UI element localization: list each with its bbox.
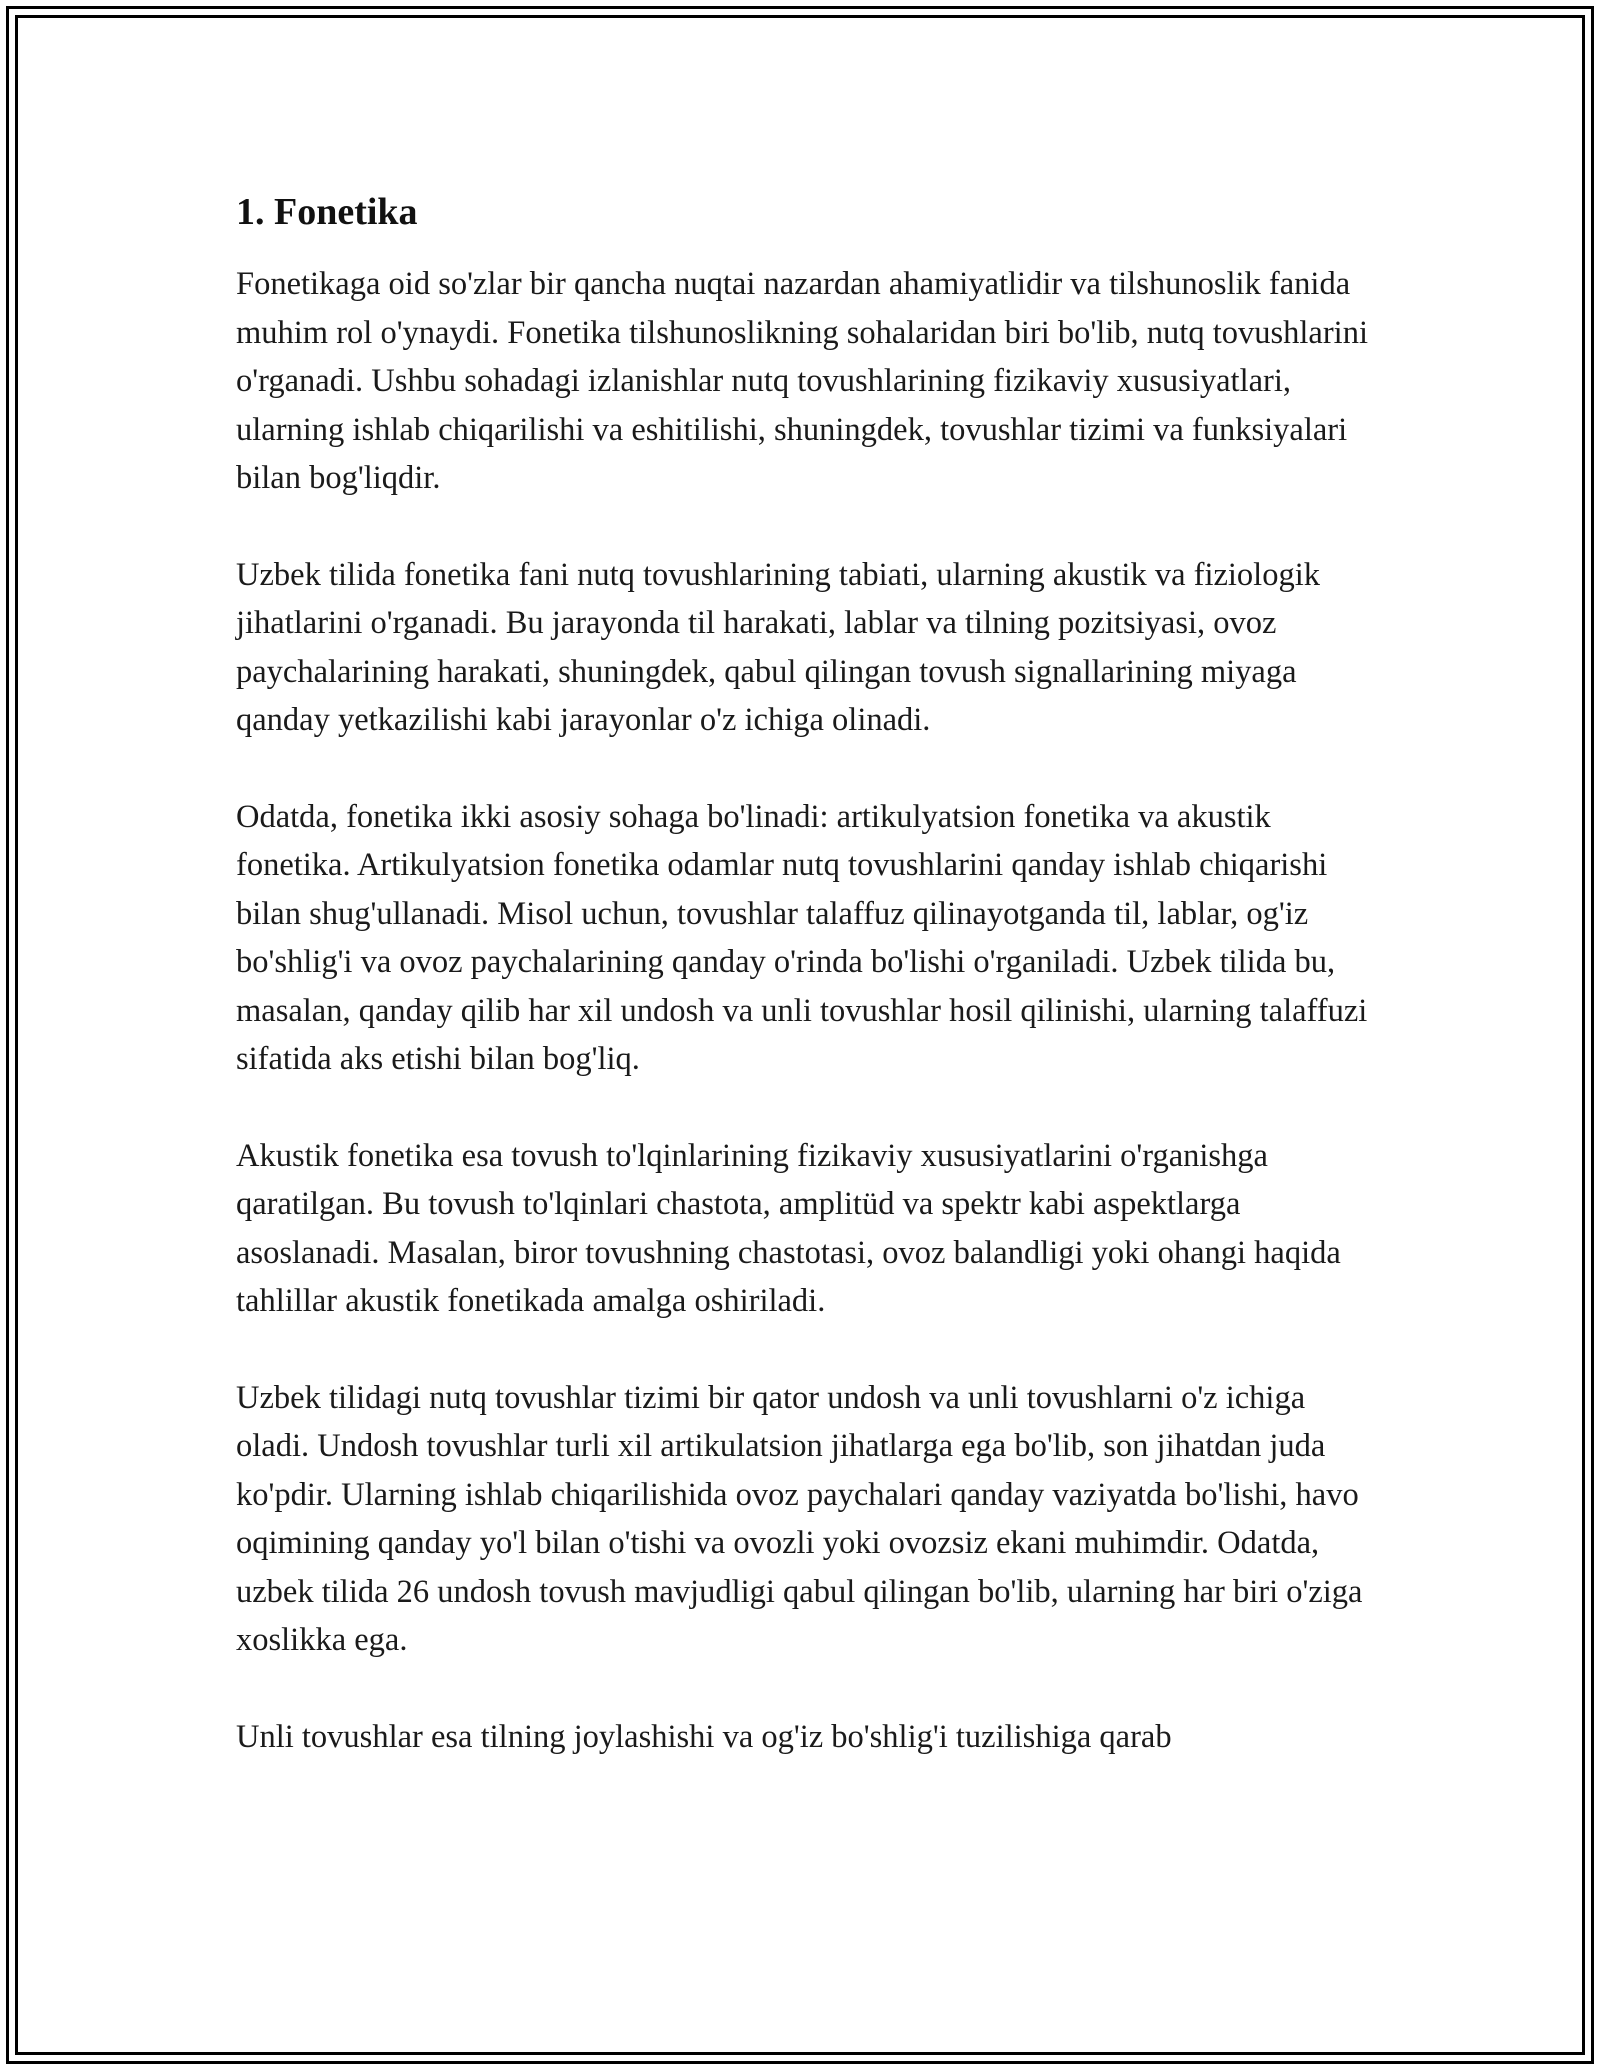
paragraph-vowels: Unli tovushlar esa tilning joylashishi va og'iz bo'shlig'i tuzilishiga qarab xyxy=(236,1718,1172,1755)
paragraph-intro: Fonetikaga oid so'zlar bir qancha nuqtai nazardan ahamiyatlidir va tilshunoslik fanida muhim rol o'ynaydi. Fonetika tilshunoslikning sohalaridan biri bo'lib, nutq tovushlarini o'rganadi. Ushbu sohadagi izlanishlar nutq tovushlarining fizikaviy xususiyatlari, ularning ishlab chiqarilishi va eshitilishi, shuningdek, tovushlar tizimi va funksiyalari bilan bog'liqdir. xyxy=(236,266,1368,496)
paragraph-uzbek-phonetics: Uzbek tilida fonetika fani nutq tovushlarining tabiati, ularning akustik va fiziologik jihatlarini o'rganadi. Bu jarayonda til harakati, lablar va tilning pozitsiyasi, ovoz paychalarining harakati, shuningdek, qabul qilingan tovush signallarining miyaga qanday yetkazilishi kabi jarayonlar o'z ichiga olinadi. xyxy=(236,556,1320,738)
paragraph-consonants: Uzbek tilidagi nutq tovushlar tizimi bir qator undosh va unli tovushlarni o'z ichiga oladi. Undosh tovushlar turli xil artikulatsion jihatlarga ega bo'lib, son jihatdan juda ko'pdir. Ularning ishlab chiqarilishida ovoz paychalari qanday vaziyatda bo'lishi, havo oqimining qanday yo'l bilan o'tishi va ovozli yoki ovozsiz ekani muhimdir. Odatda, uzbek tilida 26 undosh tovush mavjudligi qabul qilingan bo'lib, ularning har biri o'ziga xoslikka ega. xyxy=(236,1379,1363,1658)
document-body xyxy=(236,188,1376,1809)
section-title: 1. Fonetika xyxy=(236,191,418,233)
paragraph-branches: Odatda, fonetika ikki asosiy sohaga bo'linadi: artikulyatsion fonetika va akustik fonetika. Artikulyatsion fonetika odamlar nutq tovushlarini qanday ishlab chiqarishi bilan shug'ullanadi. Misol uchun, tovushlar talaffuz qilinayotganda til, lablar, og'iz bo'shlig'i va ovoz paychalarining qanday o'rinda bo'lishi o'rganiladi. Uzbek tilida bu, masalan, qanday qilib har xil undosh va unli tovushlar hosil qilinishi, ularning talaffuzi sifatida aks etishi bilan bog'liq. xyxy=(236,798,1368,1077)
paragraph-acoustic: Akustik fonetika esa tovush to'lqinlarining fizikaviy xususiyatlarini o'rganishga qaratilgan. Bu tovush to'lqinlari chastota, amplitüd va spektr kabi aspektlarga asoslanadi. Masalan, biror tovushning chastotasi, ovoz balandligi yoki ohangi haqida tahlillar akustik fonetikada amalga oshiriladi. xyxy=(236,1137,1341,1319)
